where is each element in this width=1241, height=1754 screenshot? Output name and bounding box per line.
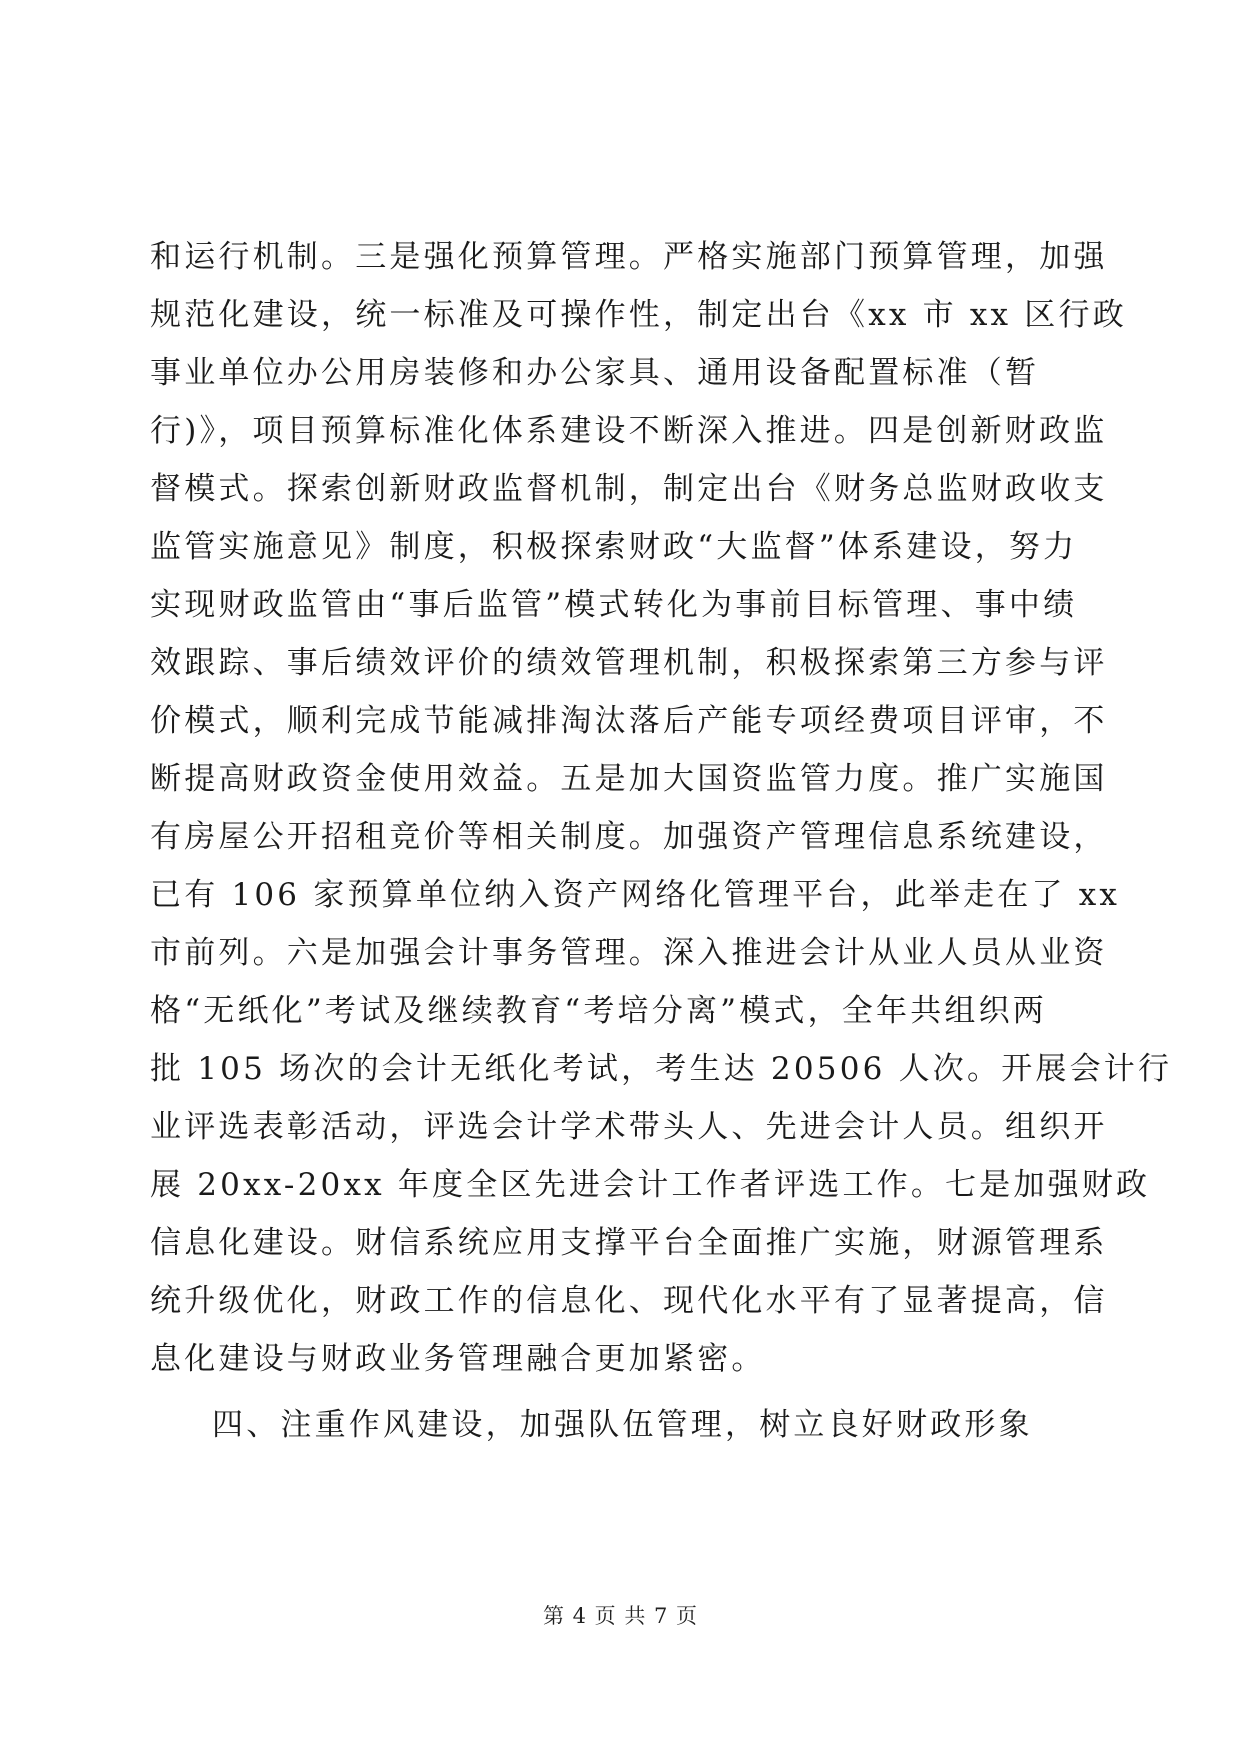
text-line: 督模式。探索创新财政监督机制，制定出台《财务总监财政收支 [150, 471, 1108, 507]
text-line: 实现财政监管由“事后监管”模式转化为事前目标管理、事中绩 [150, 587, 1078, 623]
text-line: 业评选表彰活动，评选会计学术带头人、先进会计人员。组织开 [150, 1109, 1108, 1145]
text-line: 展 20xx-20xx 年度全区先进会计工作者评选工作。七是加强财政 [150, 1167, 1151, 1203]
text-line: 格“无纸化”考试及继续教育“考培分离”模式，全年共组织两 [150, 993, 1047, 1029]
text-line: 效跟踪、事后绩效评价的绩效管理机制，积极探索第三方参与评 [150, 645, 1108, 681]
text-line: 监管实施意见》制度，积极探索财政“大监督”体系建设，努力 [150, 529, 1078, 565]
text-line: 断提高财政资金使用效益。五是加大国资监管力度。推广实施国 [150, 761, 1108, 797]
text-line: 有房屋公开招租竞价等相关制度。加强资产管理信息系统建设， [150, 819, 1108, 855]
text-line: 和运行机制。三是强化预算管理。严格实施部门预算管理，加强 [150, 239, 1108, 275]
text-line: 已有 106 家预算单位纳入资产网络化管理平台，此举走在了 xx [150, 877, 1121, 913]
text-line: 信息化建设。财信系统应用支撑平台全面推广实施，财源管理系 [150, 1225, 1108, 1261]
section-heading: 四、注重作风建设，加强队伍管理，树立良好财政形象 [212, 1407, 1033, 1443]
text-line: 统升级优化，财政工作的信息化、现代化水平有了显著提高，信 [150, 1283, 1108, 1319]
text-line: 规范化建设，统一标准及可操作性，制定出台《xx 市 xx 区行政 [150, 297, 1127, 333]
page-number-footer: 第 4 页 共 7 页 [542, 1604, 699, 1628]
text-line: 价模式，顺利完成节能减排淘汰落后产能专项经费项目评审，不 [150, 703, 1108, 739]
text-line: 事业单位办公用房装修和办公家具、通用设备配置标准（暂 [150, 355, 1040, 391]
text-line: 行)》，项目预算标准化体系建设不断深入推进。四是创新财政监 [150, 413, 1108, 449]
text-line: 批 105 场次的会计无纸化考试，考生达 20506 人次。开展会计行 [150, 1051, 1173, 1087]
text-line: 息化建设与财政业务管理融合更加紧密。 [150, 1341, 766, 1377]
text-line: 市前列。六是加强会计事务管理。深入推进会计从业人员从业资 [150, 935, 1108, 971]
